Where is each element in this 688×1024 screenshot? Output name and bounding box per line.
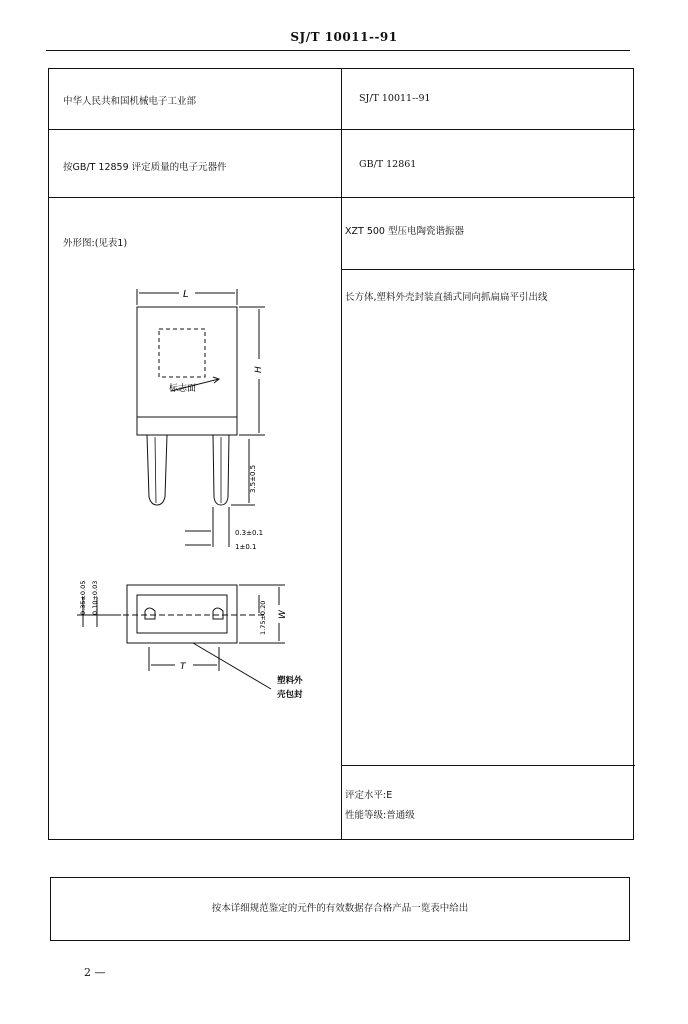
performance-grade: 性能等级:普通级: [345, 810, 415, 821]
label-T: T: [180, 662, 186, 672]
label-L: L: [183, 289, 189, 300]
component-body: [137, 307, 237, 435]
dim-1-75: 1.75±0.20: [259, 600, 267, 635]
shell-label-line2: 壳包封: [277, 690, 303, 699]
label-H: H: [254, 366, 264, 373]
outline-drawing: [75, 279, 335, 699]
shell-label-line1: 塑料外: [277, 676, 303, 686]
shell-leader-line: [193, 643, 271, 689]
specification-table: [48, 68, 634, 840]
product-description: 长方体,塑料外壳封装直插式同向抓扁扁平引出线: [345, 292, 548, 303]
dim-lead-width: 1±0.1: [235, 543, 257, 551]
table-row-divider: [341, 765, 635, 766]
footnote-box: [50, 877, 630, 941]
table-column-divider: [341, 69, 342, 839]
page-number: 2 —: [84, 966, 106, 979]
dim-0-35: 0.35±0.05: [79, 580, 87, 615]
marking-face-label: 标志面: [169, 384, 197, 394]
assessed-per-cell: 按GB/T 12859 评定质量的电子元器件: [63, 162, 227, 173]
inner-element-outline: [159, 329, 205, 377]
dim-lead-length: 3.5±0.5: [249, 464, 257, 493]
table-row-divider: [49, 129, 635, 130]
issuer-cell: 中华人民共和国机械电子工业部: [63, 96, 197, 107]
lead-left: [147, 435, 167, 505]
header-rule: [46, 50, 630, 51]
footnote-text: 按本详细规范鉴定的元件的有效数据存合格产品一览表中给出: [211, 903, 469, 914]
pad-right: [213, 608, 223, 619]
label-W: W: [278, 610, 288, 619]
assessment-level: 评定水平:E: [345, 790, 393, 801]
assessed-code-cell: GB/T 12861: [359, 159, 417, 170]
product-name: XZT 500 型压电陶瓷谐振器: [345, 226, 464, 237]
pad-left: [145, 608, 155, 619]
table-row-divider: [341, 269, 635, 270]
lead-left-center: [155, 437, 156, 503]
issuer-code-cell: SJ/T 10011--91: [359, 93, 431, 104]
table-row-divider: [49, 197, 635, 198]
document-code-header: SJ/T 10011--91: [290, 30, 398, 44]
dim-lead-thickness: 0.3±0.1: [235, 529, 264, 537]
outline-label: 外形图:(见表1): [63, 238, 128, 249]
dim-0-10: 0.10±0.03: [91, 580, 99, 615]
bottom-view-outline: [127, 585, 237, 643]
